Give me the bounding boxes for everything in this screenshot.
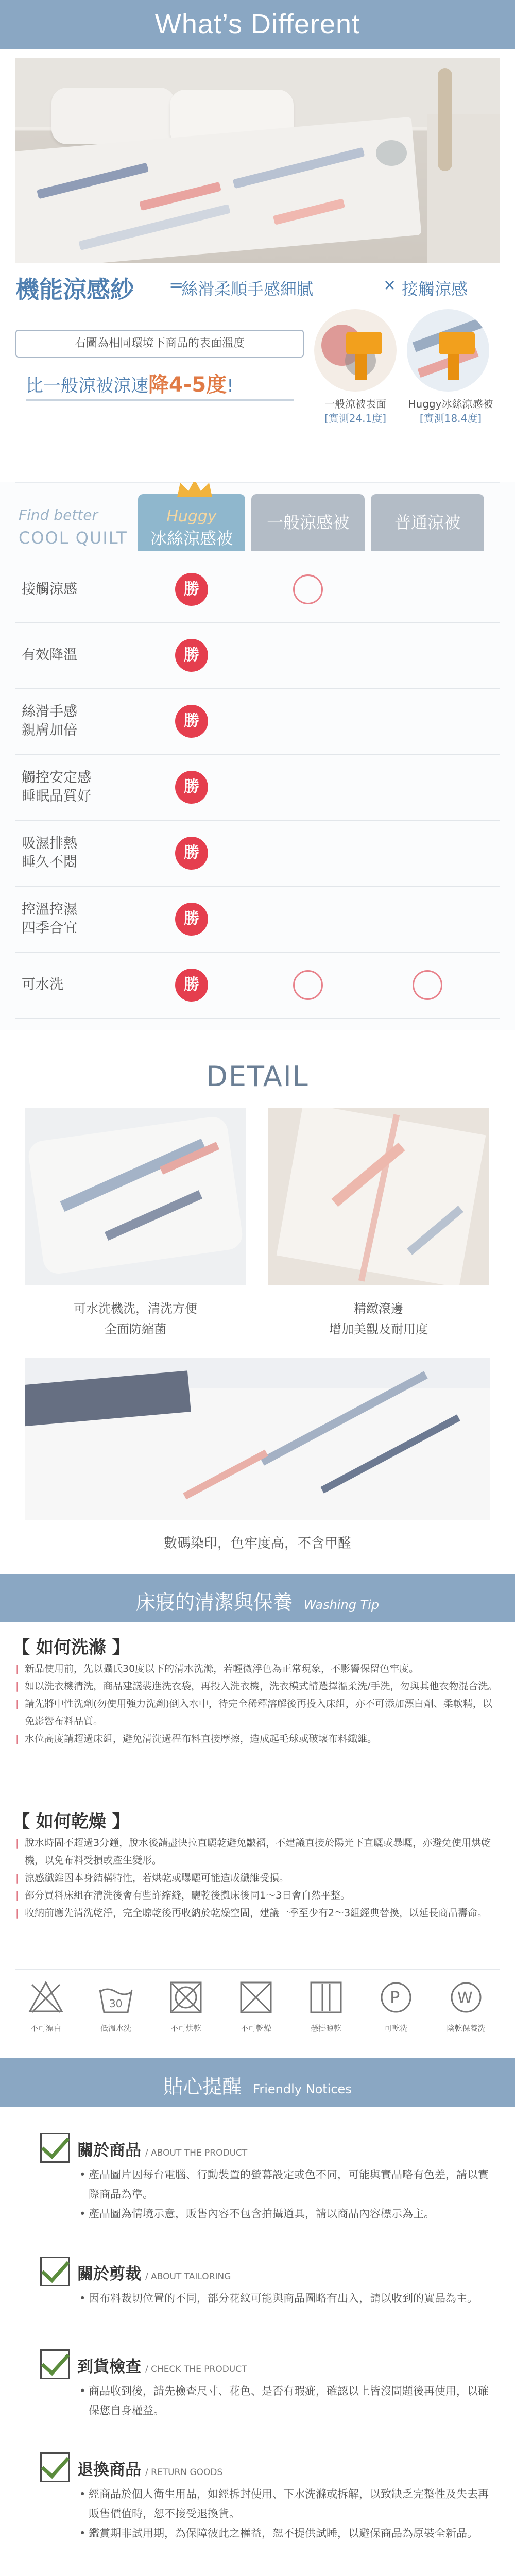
tip-line [15, 1904, 500, 1922]
bullet-icon: | [15, 1872, 19, 1884]
table-row-divider [15, 886, 500, 887]
detail-photo-edge [268, 1108, 489, 1285]
win-badge: 勝 [175, 573, 208, 606]
w-circle-icon [447, 1978, 485, 2016]
comparison-section [0, 482, 515, 1030]
header-band [0, 0, 515, 49]
win-badge: 勝 [175, 639, 208, 672]
feature-headline [0, 268, 515, 304]
tip-line [15, 1660, 500, 1677]
feature-eq: = [169, 275, 184, 296]
notice-line: 產品圖片因每台電腦、行動裝置的螢幕設定或色不同，可能與實品略有色差，請以實際商品為準。 [89, 2168, 489, 2200]
page-title: What’s Different [154, 9, 360, 40]
tip-line [15, 1887, 500, 1904]
checkbox-checked-icon [40, 2349, 70, 2379]
table-row-divider [15, 1018, 500, 1019]
feature-title: 機能涼感紗 [15, 276, 134, 303]
notice-band [0, 2058, 515, 2107]
table-row-divider [15, 622, 500, 623]
table-row-divider [15, 754, 500, 755]
table-row-label: 接觸涼感 [22, 581, 77, 597]
tip-text: 水位高度請超過床組，避免清洗過程布料直接摩擦，造成起毛球或破壞布料纖維。 [25, 1733, 377, 1744]
wash-band [0, 1574, 515, 1622]
temp-photo-normal [314, 309, 397, 392]
notice-body: • 產品圖片因每台電腦、行動裝置的螢幕設定或色不同，可能與實品略有色差，請以實際商品為準。 • 產品圖為情境示意，販售內容不包含拍攝道具，請以商品內容標示為主。 [79, 2168, 489, 2220]
detail-section [0, 1030, 515, 1571]
table-row-divider [15, 952, 500, 953]
tip-text: 脫水時間不超過3分鐘，脫水後請盡快拉直曬乾避免皺褶，不建議直接於陽光下直曬或暴曬，亦避免使用烘乾機，以免布料受損或產生變形。 [25, 1837, 491, 1866]
care-label: 低溫水洗 [100, 2024, 131, 2033]
check-circle-icon [413, 970, 442, 1000]
win-badge: 勝 [175, 837, 208, 870]
notice-band-title: 貼心提醒 [163, 2075, 242, 2098]
notice-body: • 因布料裁切位置的不同，部分花紋可能與商品圖略有出入，請以收到的實品為主。 [79, 2292, 478, 2304]
detail-title: DETAIL [206, 1060, 309, 1093]
svg-text:P: P [390, 1988, 400, 2007]
hero-bedroom-photo [15, 58, 500, 263]
care-label: 陰乾保養洗 [447, 2024, 486, 2033]
table-row-divider [15, 688, 500, 689]
no-bleach-icon [27, 1978, 65, 2016]
check-circle-icon [293, 574, 323, 604]
feature-part1: 絲滑柔順手感細膩 [181, 279, 314, 299]
detail-caption-1: 可水洗機洗，清洗方便 全面防縮菌 [74, 1301, 197, 1336]
tip-text: 新品使用前，先以攝氏30度以下的清水洗滌，若輕微浮色為正常現象，不影響保留色牢度。 [25, 1663, 419, 1674]
bullet-icon: | [15, 1698, 19, 1709]
win-badge: 勝 [175, 969, 208, 1002]
p-circle-icon [377, 1978, 415, 2016]
care-label: 可乾洗 [384, 2024, 408, 2033]
tip-text: 部分買料床組在清洗後會有些許縮縫，曬乾後攤床後同1～3日會自然平整。 [25, 1890, 351, 1901]
bullet-icon: | [15, 1837, 19, 1849]
care-label: 不可烘乾 [170, 2024, 201, 2033]
notice-section [0, 2112, 515, 2576]
how-dry-heading: 【 如何乾燥 】 [12, 1811, 130, 1832]
table-row-label: 有效降溫 [22, 647, 77, 663]
no-dryclean-icon [167, 1978, 205, 2016]
detail-photo-print [25, 1358, 490, 1520]
win-badge: 勝 [175, 705, 208, 738]
temp-photo-huggy [407, 309, 489, 392]
table-row-divider [15, 820, 500, 821]
wash-30-icon [97, 1978, 135, 2016]
wash-band-en: Washing Tip [303, 1598, 380, 1612]
table-row-label: 吸濕排熱 睡久不悶 [22, 836, 77, 870]
feature-temp-section [0, 309, 515, 479]
find-better: Find better [19, 506, 98, 523]
care-label: 不可乾燥 [240, 2024, 271, 2033]
feature-sub: 右圖為相同環境下商品的表面溫度 [15, 330, 304, 358]
notice-band-en: Friendly Notices [253, 2082, 352, 2096]
feature-times: × [383, 276, 397, 294]
tip-text: 收納前應先清洗乾淨，完全晾乾後再收納於乾燥空間，建議一季至少有2～3組經典替換，以延長商品壽命。 [25, 1907, 488, 1919]
svg-text:30: 30 [109, 1997, 123, 2010]
col-plain-header: 普通涼被 [371, 494, 484, 551]
bullet-icon: | [15, 1681, 19, 1692]
feature-part2: 接觸涼感 [402, 279, 468, 299]
detail-caption-2: 精緻滾邊 增加美觀及耐用度 [329, 1301, 428, 1336]
checkbox-checked-icon [40, 2133, 70, 2163]
tip-line [15, 1869, 500, 1887]
notice-line: 因布料裁切位置的不同，部分花紋可能與商品圖略有出入，請以收到的實品為主。 [89, 2292, 478, 2304]
tip-text: 請先將中性洗劑(勿使用強力洗劑)倒入水中，待完全稀釋溶解後再投入床組，亦不可添加漂白劑、柔軟精，以免影響布料品質。 [25, 1698, 492, 1727]
notice-title: 到貨檢查 / CHECK THE PRODUCT [77, 2358, 247, 2376]
notice-line: 鑑賞期非試用期，為保障彼此之權益，恕不提供試睡，以避保商品為原裝全新品。 [89, 2527, 478, 2539]
win-badge: 勝 [175, 903, 208, 936]
notice-line: 產品圖為情境示意，販售內容不包含拍攝道具，請以商品內容標示為主。 [89, 2208, 435, 2220]
bullet-icon: | [15, 1733, 19, 1744]
checkbox-checked-icon [40, 2257, 70, 2286]
wash-section [0, 1628, 515, 2050]
line-dry-icon [307, 1978, 345, 2016]
checkbox-checked-icon [40, 2452, 70, 2482]
col-huggy-header: Huggy 冰絲涼感被 [138, 494, 245, 551]
care-label: 懸掛晾乾 [310, 2024, 341, 2033]
wash-band-title: 床寢的清潔與保養 [135, 1591, 293, 1614]
notice-body: • 經商品於個人衛生用品，如經拆封使用、下水洗滌或拆解，以致缺乏完整性及失去再販售價值時，恕不接受退換貨。 • 鑑賞期非試用期，為保障彼此之權益，恕不提供試睡，以避保商品為原裝全新品。 [79, 2488, 489, 2539]
table-row-label: 控溫控濕 四季合宜 [22, 902, 77, 936]
detail-photo-wash [25, 1108, 246, 1285]
notice-line: 商品收到後，請先檢查尺寸、花色、是否有瑕疵，確認以上皆沒問題後再使用，以確保您自身權益。 [89, 2385, 489, 2417]
detail-caption-3: 數碼染印，色牢度高，不含甲醛 [163, 1536, 351, 1551]
table-row-label: 觸控安定感 睡眠品質好 [22, 770, 91, 804]
svg-text:W: W [457, 1989, 473, 2007]
temp1: 一般涼被表面 [實測24.1度] [324, 398, 387, 425]
tip-line [15, 1677, 500, 1695]
temp2: Huggy冰絲涼感被 [實測18.4度] [408, 398, 493, 425]
tip-line [15, 1834, 500, 1869]
wash-lines [15, 1660, 500, 1748]
bullet-icon: | [15, 1907, 19, 1919]
table-row-label: 絲滑手感 親膚加倍 [22, 704, 77, 738]
col-normal-header: 一般涼感被 [251, 494, 365, 551]
win-badge: 勝 [175, 771, 208, 804]
notice-body: • 商品收到後，請先檢查尺寸、花色、是否有瑕疵，確認以上皆沒問題後再使用，以確保您自身權益。 [79, 2385, 489, 2417]
tip-line [15, 1730, 500, 1748]
table-row-label: 可水洗 [22, 977, 63, 993]
feature-compare: 比一般涼被涼速降4-5度! [26, 373, 234, 397]
notice-line: 經商品於個人衛生用品，如經拆封使用、下水洗滌或拆解，以致缺乏完整性及失去再販售價值時，恕不接受退換貨。 [89, 2488, 489, 2520]
tip-line [15, 1695, 500, 1730]
tip-text: 如以洗衣機清洗，商品建議裝進洗衣袋，再投入洗衣機，洗衣模式請選擇溫柔洗/手洗，勿與其他衣物混合洗。 [25, 1681, 498, 1692]
tip-text: 涼感纖維因本身結構特性，若烘乾或曝曬可能造成纖維受損。 [25, 1872, 289, 1884]
notice-title: 退換商品 / RETURN GOODS [77, 2461, 223, 2479]
care-label: 不可漂白 [30, 2024, 61, 2033]
dry-lines [15, 1834, 500, 1922]
bullet-icon: | [15, 1663, 19, 1674]
bullet-icon: | [15, 1890, 19, 1901]
crown-icon [174, 482, 215, 499]
notice-title: 關於剪裁 / ABOUT TAILORING [77, 2265, 231, 2283]
cool-quilt: COOL QUILT [19, 528, 128, 548]
notice-title: 關於商品 / ABOUT THE PRODUCT [77, 2141, 248, 2160]
check-circle-icon [293, 970, 323, 1000]
no-tumble-icon [237, 1978, 275, 2016]
how-wash-heading: 【 如何洗滌 】 [12, 1637, 130, 1658]
